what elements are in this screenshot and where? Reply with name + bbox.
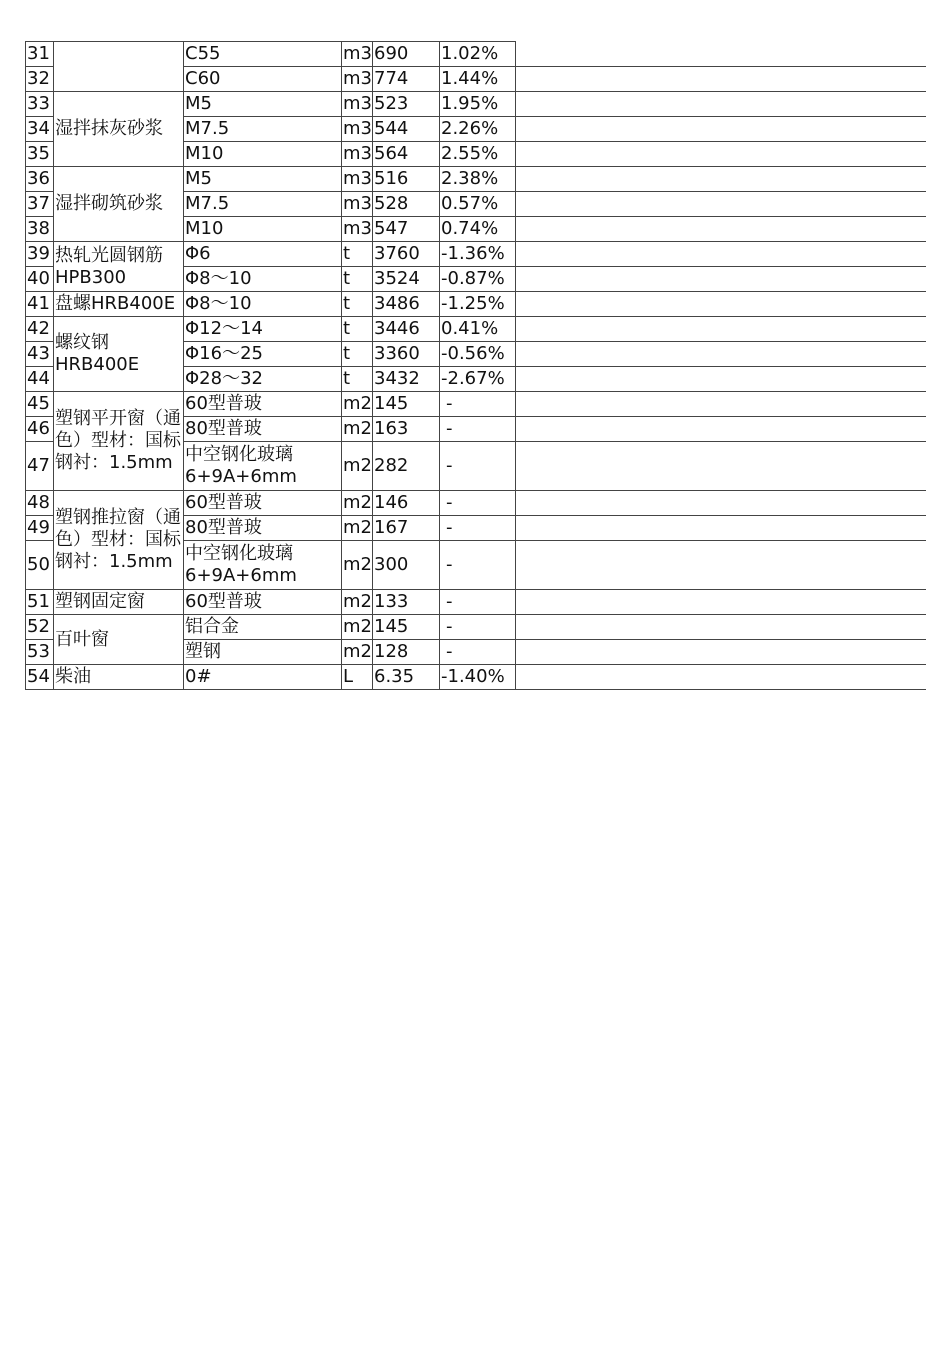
unit: m3 xyxy=(342,67,373,92)
empty-cell xyxy=(516,342,926,367)
empty-cell xyxy=(516,417,926,442)
price: 3486 xyxy=(373,292,440,317)
row-number: 46 xyxy=(26,417,54,442)
material-spec: M10 xyxy=(184,217,342,242)
table-row xyxy=(26,615,926,640)
empty-cell xyxy=(516,516,926,541)
price: 163 xyxy=(373,417,440,442)
material-spec: 铝合金 xyxy=(184,615,342,640)
price: 774 xyxy=(373,67,440,92)
material-spec: C60 xyxy=(184,67,342,92)
unit: m3 xyxy=(342,167,373,192)
material-name: 塑钢平开窗（通色）型材：国标钢衬：1.5mm xyxy=(54,392,184,491)
table-row xyxy=(26,317,926,342)
price: 282 xyxy=(373,442,440,491)
material-spec: M5 xyxy=(184,167,342,192)
row-number: 35 xyxy=(26,142,54,167)
material-name: 盘螺HRB400E xyxy=(54,292,184,317)
price-change: -0.87% xyxy=(440,267,516,292)
material-spec: 80型普玻 xyxy=(184,417,342,442)
empty-cell xyxy=(516,392,926,417)
table-row xyxy=(26,665,926,690)
material-name: 柴油 xyxy=(54,665,184,690)
price: 690 xyxy=(373,42,440,67)
row-number: 31 xyxy=(26,42,54,67)
table-row xyxy=(26,242,926,267)
material-name: 湿拌砌筑砂浆 xyxy=(54,167,184,242)
price-change: - xyxy=(440,392,516,417)
material-spec: Φ8～10 xyxy=(184,292,342,317)
price-change: 0.74% xyxy=(440,217,516,242)
price-change: -2.67% xyxy=(440,367,516,392)
empty-cell xyxy=(516,217,926,242)
price-change: - xyxy=(440,491,516,516)
empty-cell xyxy=(516,491,926,516)
price-change: 0.41% xyxy=(440,317,516,342)
price-change: - xyxy=(440,590,516,615)
price: 3446 xyxy=(373,317,440,342)
empty-cell xyxy=(516,192,926,217)
price-change: -0.56% xyxy=(440,342,516,367)
unit: t xyxy=(342,292,373,317)
row-number: 37 xyxy=(26,192,54,217)
price: 3760 xyxy=(373,242,440,267)
unit: m2 xyxy=(342,541,373,590)
price-change: - xyxy=(440,417,516,442)
price: 523 xyxy=(373,92,440,117)
table-row xyxy=(26,167,926,192)
material-name: 螺纹钢HRB400E xyxy=(54,317,184,392)
material-spec: M5 xyxy=(184,92,342,117)
material-spec: 0# xyxy=(184,665,342,690)
row-number: 41 xyxy=(26,292,54,317)
unit: m3 xyxy=(342,217,373,242)
unit: m2 xyxy=(342,417,373,442)
material-spec: 60型普玻 xyxy=(184,491,342,516)
row-number: 44 xyxy=(26,367,54,392)
empty-cell xyxy=(516,442,926,491)
material-spec: Φ16～25 xyxy=(184,342,342,367)
empty-cell xyxy=(516,367,926,392)
empty-cell xyxy=(516,42,926,67)
row-number: 52 xyxy=(26,615,54,640)
price-change: 2.26% xyxy=(440,117,516,142)
empty-cell xyxy=(516,117,926,142)
price-change: - xyxy=(440,442,516,491)
price-change: -1.36% xyxy=(440,242,516,267)
price-change: -1.25% xyxy=(440,292,516,317)
price-change: - xyxy=(440,640,516,665)
material-spec: 塑钢 xyxy=(184,640,342,665)
material-spec: 中空钢化玻璃6+9A+6mm xyxy=(184,442,342,491)
price: 544 xyxy=(373,117,440,142)
price: 167 xyxy=(373,516,440,541)
unit: t xyxy=(342,317,373,342)
material-price-table xyxy=(25,41,926,690)
row-number: 49 xyxy=(26,516,54,541)
price: 547 xyxy=(373,217,440,242)
price: 145 xyxy=(373,392,440,417)
unit: m2 xyxy=(342,491,373,516)
material-spec: Φ8～10 xyxy=(184,267,342,292)
material-name: 塑钢推拉窗（通色）型材：国标钢衬：1.5mm xyxy=(54,491,184,590)
material-spec: Φ6 xyxy=(184,242,342,267)
price-table-sheet xyxy=(25,41,926,690)
price-change: - xyxy=(440,541,516,590)
material-spec: 中空钢化玻璃6+9A+6mm xyxy=(184,541,342,590)
price: 128 xyxy=(373,640,440,665)
price: 564 xyxy=(373,142,440,167)
material-spec: 60型普玻 xyxy=(184,590,342,615)
table-row xyxy=(26,590,926,615)
price: 3432 xyxy=(373,367,440,392)
price-change: 2.38% xyxy=(440,167,516,192)
row-number: 54 xyxy=(26,665,54,690)
empty-cell xyxy=(516,242,926,267)
price-change: 1.95% xyxy=(440,92,516,117)
empty-cell xyxy=(516,665,926,690)
price: 133 xyxy=(373,590,440,615)
material-name: 热轧光圆钢筋HPB300 xyxy=(54,242,184,292)
row-number: 40 xyxy=(26,267,54,292)
empty-cell xyxy=(516,142,926,167)
price-change: 0.57% xyxy=(440,192,516,217)
table-row xyxy=(26,42,926,67)
row-number: 33 xyxy=(26,92,54,117)
price-change: - xyxy=(440,615,516,640)
material-name: 百叶窗 xyxy=(54,615,184,665)
row-number: 36 xyxy=(26,167,54,192)
unit: m2 xyxy=(342,392,373,417)
material-spec: 60型普玻 xyxy=(184,392,342,417)
price: 3360 xyxy=(373,342,440,367)
row-number: 50 xyxy=(26,541,54,590)
row-number: 53 xyxy=(26,640,54,665)
row-number: 48 xyxy=(26,491,54,516)
row-number: 39 xyxy=(26,242,54,267)
material-name xyxy=(54,42,184,92)
row-number: 32 xyxy=(26,67,54,92)
material-spec: M7.5 xyxy=(184,192,342,217)
empty-cell xyxy=(516,317,926,342)
unit: m2 xyxy=(342,640,373,665)
unit: t xyxy=(342,342,373,367)
unit: m3 xyxy=(342,142,373,167)
table-row xyxy=(26,292,926,317)
empty-cell xyxy=(516,67,926,92)
price-change: 1.44% xyxy=(440,67,516,92)
empty-cell xyxy=(516,590,926,615)
row-number: 45 xyxy=(26,392,54,417)
empty-cell xyxy=(516,615,926,640)
material-spec: Φ28～32 xyxy=(184,367,342,392)
price: 3524 xyxy=(373,267,440,292)
material-spec: 80型普玻 xyxy=(184,516,342,541)
unit: m3 xyxy=(342,42,373,67)
unit: t xyxy=(342,242,373,267)
row-number: 43 xyxy=(26,342,54,367)
price: 300 xyxy=(373,541,440,590)
unit: m3 xyxy=(342,117,373,142)
unit: L xyxy=(342,665,373,690)
row-number: 42 xyxy=(26,317,54,342)
unit: m2 xyxy=(342,590,373,615)
price: 145 xyxy=(373,615,440,640)
unit: m3 xyxy=(342,192,373,217)
unit: m2 xyxy=(342,442,373,491)
empty-cell xyxy=(516,640,926,665)
row-number: 51 xyxy=(26,590,54,615)
material-name: 塑钢固定窗 xyxy=(54,590,184,615)
material-name: 湿拌抹灰砂浆 xyxy=(54,92,184,167)
empty-cell xyxy=(516,267,926,292)
row-number: 47 xyxy=(26,442,54,491)
row-number: 34 xyxy=(26,117,54,142)
price: 146 xyxy=(373,491,440,516)
empty-cell xyxy=(516,167,926,192)
unit: t xyxy=(342,267,373,292)
price-change: 2.55% xyxy=(440,142,516,167)
unit: m2 xyxy=(342,615,373,640)
material-spec: C55 xyxy=(184,42,342,67)
unit: t xyxy=(342,367,373,392)
price: 516 xyxy=(373,167,440,192)
unit: m3 xyxy=(342,92,373,117)
price-change: -1.40% xyxy=(440,665,516,690)
unit: m2 xyxy=(342,516,373,541)
price-change: 1.02% xyxy=(440,42,516,67)
material-spec: M7.5 xyxy=(184,117,342,142)
empty-cell xyxy=(516,292,926,317)
material-spec: M10 xyxy=(184,142,342,167)
table-row xyxy=(26,491,926,516)
table-row xyxy=(26,392,926,417)
row-number: 38 xyxy=(26,217,54,242)
table-row xyxy=(26,92,926,117)
price: 528 xyxy=(373,192,440,217)
material-spec: Φ12～14 xyxy=(184,317,342,342)
empty-cell xyxy=(516,541,926,590)
price: 6.35 xyxy=(373,665,440,690)
price-change: - xyxy=(440,516,516,541)
empty-cell xyxy=(516,92,926,117)
